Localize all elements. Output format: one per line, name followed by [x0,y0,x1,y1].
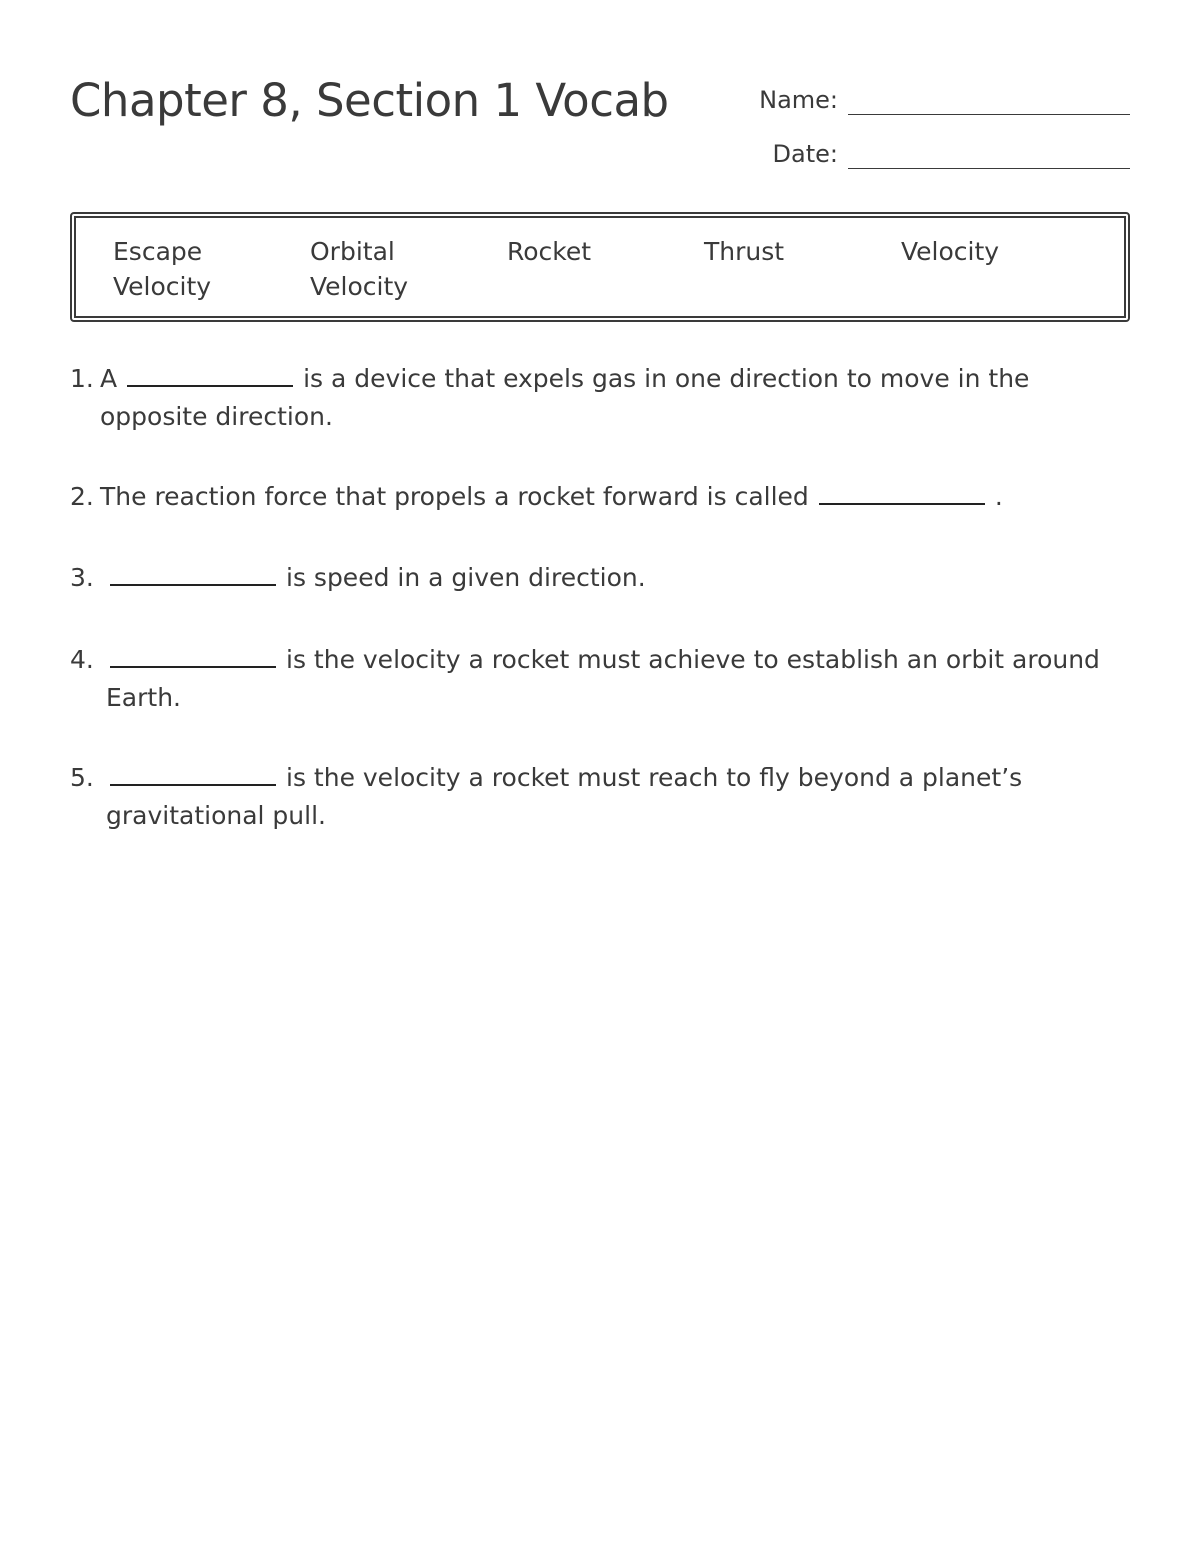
question-text: is the velocity a rocket must achieve to establish an orbit around [286,645,1100,674]
name-label: Name: [759,86,838,114]
question-text: A [100,364,118,393]
answer-blank[interactable] [819,485,985,505]
answer-blank[interactable] [127,367,293,387]
question-text: is speed in a given direction. [286,563,646,592]
date-row [718,130,1130,169]
date-label: Date: [772,140,838,168]
question-text: is the velocity a rocket must reach to fly beyond a planet’s [286,763,1023,792]
word-text: Escape [113,237,203,266]
question-text: . [994,482,1003,511]
question-number: 5. [70,763,94,792]
answer-blank[interactable] [110,766,276,786]
question-3 [70,559,1130,597]
word-bank-item [310,234,507,304]
question-5 [70,759,1130,835]
word-bank-item [507,234,704,304]
answer-blank[interactable] [110,648,276,668]
question-1 [70,360,1130,436]
name-row [718,76,1130,115]
word-text: Velocity [901,237,1000,266]
question-4 [70,641,1130,717]
question-number: 4. [70,645,94,674]
page-title: Chapter 8, Section 1 Vocab [70,74,669,127]
word-bank-item [113,234,310,304]
word-bank-list [113,234,1104,304]
word-text: Thrust [704,237,785,266]
question-text: The reaction force that propels a rocket forward is called [100,482,809,511]
word-bank-item [704,234,901,304]
word-bank-box [70,212,1130,322]
name-blank[interactable] [848,76,1130,115]
word-text: Orbital [310,237,395,266]
word-bank-item [901,234,1098,304]
word-text: Velocity [310,272,409,301]
question-number: 1. [70,364,94,393]
question-number: 3. [70,563,94,592]
question-continuation: opposite direction. [100,402,333,431]
question-continuation: gravitational pull. [106,801,326,830]
question-text: is a device that expels gas in one direction to move in the [303,364,1030,393]
question-number: 2. [70,482,94,511]
answer-blank[interactable] [110,566,276,586]
word-text: Rocket [507,237,592,266]
word-text: Velocity [113,272,212,301]
question-continuation: Earth. [106,683,181,712]
question-2 [70,478,1130,516]
date-blank[interactable] [848,130,1130,169]
